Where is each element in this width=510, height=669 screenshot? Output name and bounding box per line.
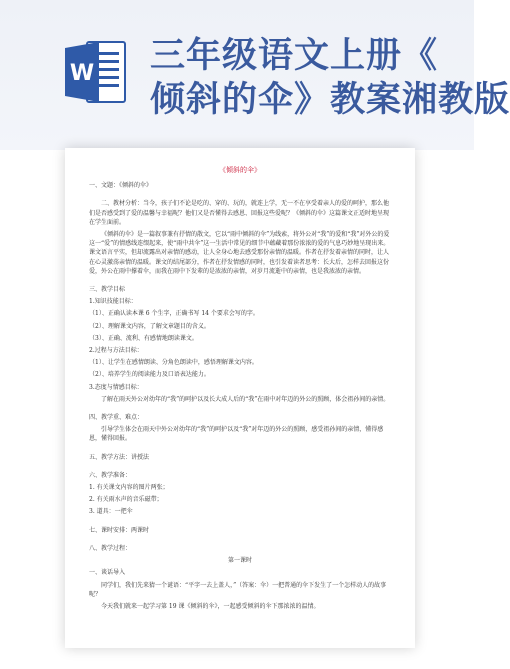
- document-line: （2）、培养学生的阅读能力及口语表达能力。: [89, 371, 210, 379]
- document-body: [89, 181, 391, 611]
- document-line: 同学们，我们先来猜一个谜语：“平字一去上盖人，”（答案：伞）一把普通的伞下发生了一个怎样动人的故事呢？: [89, 581, 387, 598]
- document-line: 一、谈话导入: [89, 569, 126, 577]
- document-page: [65, 148, 415, 648]
- document-line: 二、教材分析：当今，孩子们不论是吃的、穿的、玩的，就连上学，无一不在享受着亲人的爱的呵护，那么他们是否感受到了爱的温馨与幸福呢？他们又是否懂得去感恩、回报这些爱呢？《倾斜的伞》这篇课文正适时地呈现在学生面前。: [89, 200, 390, 226]
- document-line: （2）、理解课文内容，了解文章题目的含义。: [89, 322, 210, 330]
- document-line: 今天我们就来一起学习第 19 课《倾斜的伞》，一起感受倾斜的伞下那浓浓的温情。: [101, 602, 320, 610]
- document-line: 2.过程与方法目标：: [89, 347, 143, 355]
- banner-title-line-2: 倾斜的伞》教案湘教版: [150, 80, 510, 120]
- document-line: 一、文题：《倾斜的伞》: [89, 182, 153, 190]
- document-line: 3.态度与情感目标：: [89, 383, 143, 391]
- document-line: 第一课时: [227, 557, 252, 565]
- document-line: 《倾斜的伞》是一篇叙事兼有抒情的散文，它以“雨中倾斜的伞”为线索，将外公对“我”的爱和“我”对外公的爱这一“爱”的情感线连缀起来，使“雨中共伞”这一生活中常见的细节中蕴藏着那份浓浓的爱的气息巧妙地呈现出来。课文语言平实，但却流露出对亲情的感动，让人全身心地去感受那份亲情的温暖。作者在抒发着亲情的同时，让人在心灵激荡亲情的温暖。课文的结尾部分，作者在抒发情感的同时，也引发着读者思考：长大后，怎样去回报这份爱，外公在雨中撑着伞，而我在雨中下发辈的是浓浓的亲情，对岁月流逝中的亲情，也是我浓浓的亲情。: [89, 231, 390, 275]
- document-line: 了解在雨天外公对幼年的“我”的呵护以及长大成人后的“我”在雨中对年迈的外公的照顾，体会祖孙间的亲情。: [101, 395, 390, 403]
- document-line: 3. 道具：一把伞: [89, 508, 133, 516]
- document-line: 四、教学重、难点：: [89, 414, 144, 422]
- document-line: 五、教学方法：讲授法: [89, 453, 150, 461]
- word-icon: [65, 38, 127, 106]
- document-line: 三、教学目标: [89, 286, 126, 294]
- document-line: 1.知识技能目标：: [89, 298, 137, 306]
- banner-title-line-1: 三年级语文上册《: [150, 36, 439, 76]
- document-line: 1. 有关课文内容的图片两张；: [89, 484, 169, 492]
- svg-text:W: W: [69, 61, 95, 86]
- document-line: （1）、正确认读本课 6 个生字，正确书写 14 个要求会写的字。: [89, 310, 259, 318]
- document-line: 2. 有关雨水声的音乐磁带；: [89, 496, 163, 504]
- document-line: 七、课时安排：两课时: [89, 526, 150, 534]
- document-line: 八、教学过程：: [89, 544, 132, 552]
- document-line: （3）、正确、流利、有感情地朗读课文。: [89, 334, 198, 342]
- document-line: 六、教学准备：: [89, 471, 132, 479]
- document-line: （1）、让学生在感情朗读、分角色朗读中，感悟理解课文内容。: [89, 359, 258, 367]
- document-title: 《倾斜的伞》: [219, 166, 261, 174]
- banner: [0, 0, 510, 150]
- document-line: 引导学生体会在雨天中外公对幼年的“我”的呵护以及“我”对年迈的外公的照顾，感受祖孙间的亲情，懂得感恩，懂得回报。: [89, 426, 384, 443]
